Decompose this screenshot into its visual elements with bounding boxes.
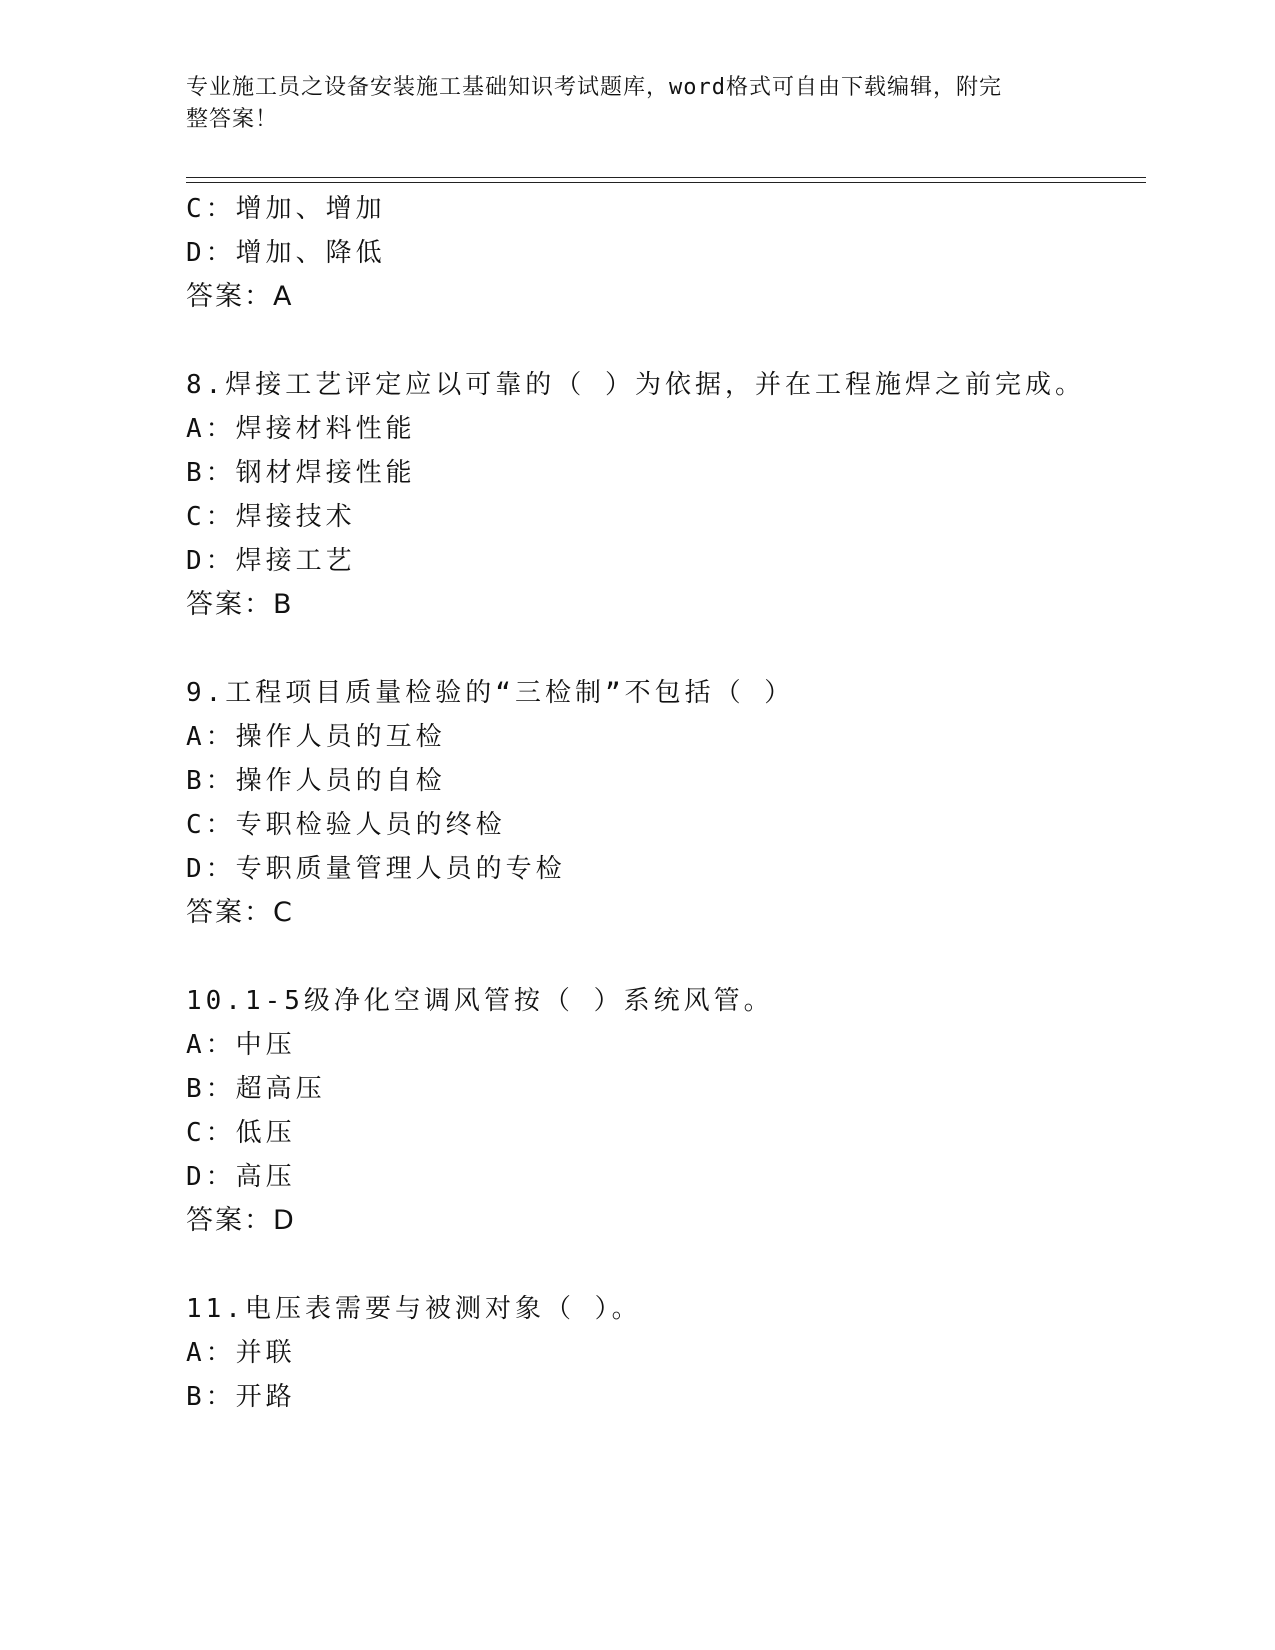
q8-option-d: D：焊接工艺	[186, 546, 356, 576]
q8-option-b: B：钢材焊接性能	[186, 458, 416, 488]
q11-option-b: B：开路	[186, 1382, 296, 1412]
prev-option-d: D：增加、降低	[186, 238, 386, 268]
q9-stem: 9.工程项目质量检验的“三检制”不包括（ ）	[186, 678, 795, 708]
q8-option-c: C：焊接技术	[186, 502, 356, 532]
document-header	[186, 72, 1066, 136]
q8-stem: 8.焊接工艺评定应以可靠的（ ）为依据，并在工程施焊之前完成。	[186, 370, 1085, 400]
header-divider-top	[186, 177, 1146, 178]
q8-answer: 答案：B	[186, 589, 294, 620]
header-divider-bottom	[186, 182, 1146, 183]
q9-answer: 答案：C	[186, 897, 294, 928]
header-line-1: 专业施工员之设备安装施工基础知识考试题库，word格式可自由下载编辑，附完	[186, 75, 1002, 100]
q8-option-a: A：焊接材料性能	[186, 414, 416, 444]
q10-option-b: B：超高压	[186, 1074, 326, 1104]
prev-answer: 答案：A	[186, 281, 294, 312]
q9-option-d: D：专职质量管理人员的专检	[186, 854, 566, 884]
q9-option-c: C：专职检验人员的终检	[186, 810, 506, 840]
q11-option-a: A：并联	[186, 1338, 296, 1368]
q10-option-a: A：中压	[186, 1030, 296, 1060]
q10-option-d: D：高压	[186, 1162, 296, 1192]
q9-option-b: B：操作人员的自检	[186, 766, 446, 796]
q10-option-c: C：低压	[186, 1118, 296, 1148]
q9-option-a: A：操作人员的互检	[186, 722, 446, 752]
q10-stem: 10.1-5级净化空调风管按（ ）系统风管。	[186, 986, 774, 1016]
q10-answer: 答案：D	[186, 1205, 296, 1236]
prev-option-c: C：增加、增加	[186, 194, 386, 224]
header-line-2: 整答案！	[186, 107, 279, 132]
q11-stem: 11.电压表需要与被测对象（ ）。	[186, 1294, 642, 1324]
